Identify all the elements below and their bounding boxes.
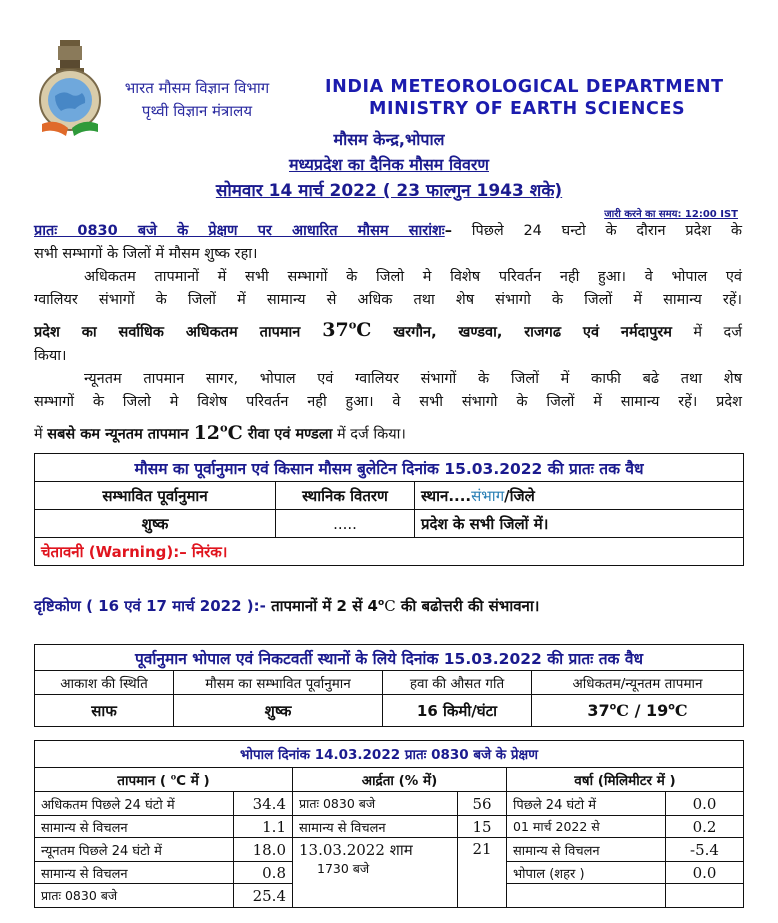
temp-row-label: सामान्य से विचलन xyxy=(35,816,234,838)
weather-summary xyxy=(34,220,742,448)
centre-name: मौसम केन्द्र,भोपाल xyxy=(333,130,445,149)
min-temp-value: 12 xyxy=(193,421,221,444)
rain-row-label: पिछले 24 घंटो में xyxy=(507,792,666,816)
humidity-row-value: 56 xyxy=(458,792,507,816)
rain-row-value: 0.0 xyxy=(666,862,744,884)
district-label: /जिले xyxy=(504,486,535,505)
temp-header-text: तापमान ( xyxy=(117,772,171,789)
temp-row-label: सामान्य से विचलन xyxy=(35,862,234,884)
rain-row-value: 0.0 xyxy=(666,792,744,816)
min-temp: 19 xyxy=(645,701,669,720)
summary-p2-line1: अधिकतम तापमानों में सभी सम्भागों के जिलो मे विशेष परिवर्तन नही हुआ। वे भोपाल एवं xyxy=(84,269,742,285)
outlook-line xyxy=(34,596,539,616)
col-header-location xyxy=(415,482,744,510)
degree-symbol: o xyxy=(170,771,177,781)
celsius-unit: C xyxy=(356,319,372,342)
celsius-unit: C xyxy=(616,701,629,720)
rain-section-header: वर्षा (मिलिमीटर में ) xyxy=(507,768,744,792)
temp-section-header xyxy=(35,768,293,792)
celsius-unit: C xyxy=(674,701,688,720)
bhopal-observation-table xyxy=(34,740,744,908)
location-label: स्थान.... xyxy=(421,486,472,505)
summary-p4-line2: सम्भागों के जिलो मे विशेष परिवर्तन नही हुआ। वे सभी संभागो के जिलों में सामान्य रहें। प्रदेश xyxy=(34,394,742,411)
celsius-unit: C xyxy=(227,421,243,444)
summary-p1-line1: पिछले 24 घन्टो के दौरान प्रदेश के xyxy=(452,223,742,239)
max-temp-text-a: प्रदेश का सर्वाधिक अधिकतम तापमान xyxy=(34,324,323,341)
org-english-name: INDIA METEOROLOGICAL DEPARTMENT xyxy=(325,77,724,97)
summary-p2-line2: ग्वालियर संभागों के जिलों में सामान्य से अधिक तथा शेष संभागो के जिलों में सामान्य रहें। xyxy=(34,292,742,308)
weather-value: शुष्क xyxy=(174,695,383,727)
max-temp: 37 xyxy=(587,701,610,720)
rain-row-label: सामान्य से विचलन xyxy=(507,838,666,862)
temp-value xyxy=(532,695,744,727)
degree-symbol: o xyxy=(348,318,357,332)
rain-row-value: 0.2 xyxy=(666,816,744,838)
state-forecast-title: मौसम का पूर्वानुमान एवं किसान मौसम बुलेटिन दिनांक 15.03.2022 की प्रातः तक वैध xyxy=(35,454,744,482)
forecast-value: शुष्क xyxy=(35,510,276,538)
rain-row-label: 01 मार्च 2022 से xyxy=(507,816,666,838)
issue-time: जारी करने का समय: 12:00 IST xyxy=(604,209,738,220)
bhopal-forecast-table xyxy=(34,644,744,727)
observation-title: भोपाल दिनांक 14.03.2022 प्रातः 0830 बजे के प्रेक्षण xyxy=(35,741,744,768)
min-temp-rest: में दर्ज किया। xyxy=(332,426,406,443)
header-weather: मौसम का सम्भावित पूर्वानुमान xyxy=(174,671,383,695)
humidity-evening-date: 13.03.2022 शाम xyxy=(299,841,413,859)
col-header-forecast: सम्भावित पूर्वानुमान xyxy=(35,482,276,510)
min-temp-text-a: में xyxy=(34,426,48,443)
max-temp-places: खरगौन, खण्डवा, राजगढ एवं नर्मदापुरम xyxy=(371,324,672,341)
temp-row-value: 34.4 xyxy=(234,792,293,816)
wind-value: 16 किमी/घंटा xyxy=(383,695,532,727)
imd-emblem-logo xyxy=(30,38,110,140)
temp-row-value: 25.4 xyxy=(234,884,293,908)
rain-empty-cell xyxy=(507,884,666,908)
rain-row-value: -5.4 xyxy=(666,838,744,862)
temp-row-label: अधिकतम पिछले 24 घंटो में xyxy=(35,792,234,816)
humidity-row-label: सामान्य से विचलन xyxy=(293,816,458,838)
org-hindi-name: भारत मौसम विज्ञान विभाग xyxy=(124,79,270,97)
temp-row-label: प्रातः 0830 बजे xyxy=(35,884,234,908)
degree-symbol: o xyxy=(220,420,228,435)
max-temp-rest: में दर्ज xyxy=(671,324,742,341)
header-temp: अधिकतम/न्यूनतम तापमान xyxy=(532,671,744,695)
warning-text: चेतावनी (Warning):– निरंक। xyxy=(35,538,744,566)
ministry-english-name: MINISTRY OF EARTH SCIENCES xyxy=(369,99,686,119)
humidity-evening-value: 21 xyxy=(458,838,507,908)
max-temp-value: 37 xyxy=(322,319,349,342)
degree-symbol: o xyxy=(609,701,617,713)
header-wind: हवा की औसत गति xyxy=(383,671,532,695)
location-value: प्रदेश के सभी जिलों में। xyxy=(415,510,744,538)
division-label: संभाग xyxy=(471,486,505,505)
temp-row-value: 0.8 xyxy=(234,862,293,884)
outlook-text-a: तापमानों में 2 सें 4 xyxy=(265,597,378,615)
humidity-evening-time: 1730 बजे xyxy=(317,861,370,876)
sky-value: साफ xyxy=(35,695,174,727)
degree-symbol: o xyxy=(378,598,385,608)
summary-p4-line1: न्यूनतम तापमान सागर, भोपाल एवं ग्वालियर संभागों के जिलों में काफी बढे तथा शेष xyxy=(84,371,742,388)
col-header-distribution: स्थानिक वितरण xyxy=(276,482,415,510)
celsius-unit: C xyxy=(384,597,396,615)
summary-p3-line2: किया। xyxy=(34,348,67,365)
min-temp-places: रीवा एवं मण्डला xyxy=(242,426,333,443)
humidity-section-header: आर्द्रता (% में) xyxy=(293,768,507,792)
report-date: सोमवार 14 मार्च 2022 ( 23 फाल्गुन 1943 शके) xyxy=(215,181,563,201)
humidity-evening-label xyxy=(293,838,458,908)
outlook-text-b: की बढोत्तरी की संभावना। xyxy=(395,597,540,615)
rain-row-label: भोपाल (शहर ) xyxy=(507,862,666,884)
report-title: मध्यप्रदेश का दैनिक मौसम विवरण xyxy=(288,155,489,174)
summary-dash: – xyxy=(444,223,452,239)
degree-symbol: o xyxy=(668,701,675,713)
summary-p1-line2: सभी सम्भागों के जिलों में मौसम शुष्क रहा। xyxy=(34,246,258,262)
state-forecast-table xyxy=(34,453,744,566)
header-sky: आकाश की स्थिति xyxy=(35,671,174,695)
min-temp-text-bold: सबसे कम न्यूनतम तापमान xyxy=(47,426,194,443)
humidity-row-value: 15 xyxy=(458,816,507,838)
summary-heading: प्रातः 0830 बजे के प्रेक्षण पर आधारित मौसम सारांशः xyxy=(34,223,445,239)
ministry-hindi-name: पृथ्वी विज्ञान मंत्रालय xyxy=(141,102,253,120)
humidity-row-label: प्रातः 0830 बजे xyxy=(293,792,458,816)
rain-empty-cell xyxy=(666,884,744,908)
temp-separator: / xyxy=(629,701,646,720)
outlook-label: दृष्टिकोण ( 16 एवं 17 मार्च 2022 ):- xyxy=(34,597,266,615)
temp-row-label: न्यूनतम पिछले 24 घंटो में xyxy=(35,838,234,862)
temp-row-value: 18.0 xyxy=(234,838,293,862)
distribution-value: ..... xyxy=(276,510,415,538)
bhopal-forecast-title: पूर्वानुमान भोपाल एवं निकटवर्ती स्थानों के लिये दिनांक 15.03.2022 की प्रातः तक वैध xyxy=(35,645,744,671)
temp-header-unit: C में ) xyxy=(176,772,210,789)
temp-row-value: 1.1 xyxy=(234,816,293,838)
